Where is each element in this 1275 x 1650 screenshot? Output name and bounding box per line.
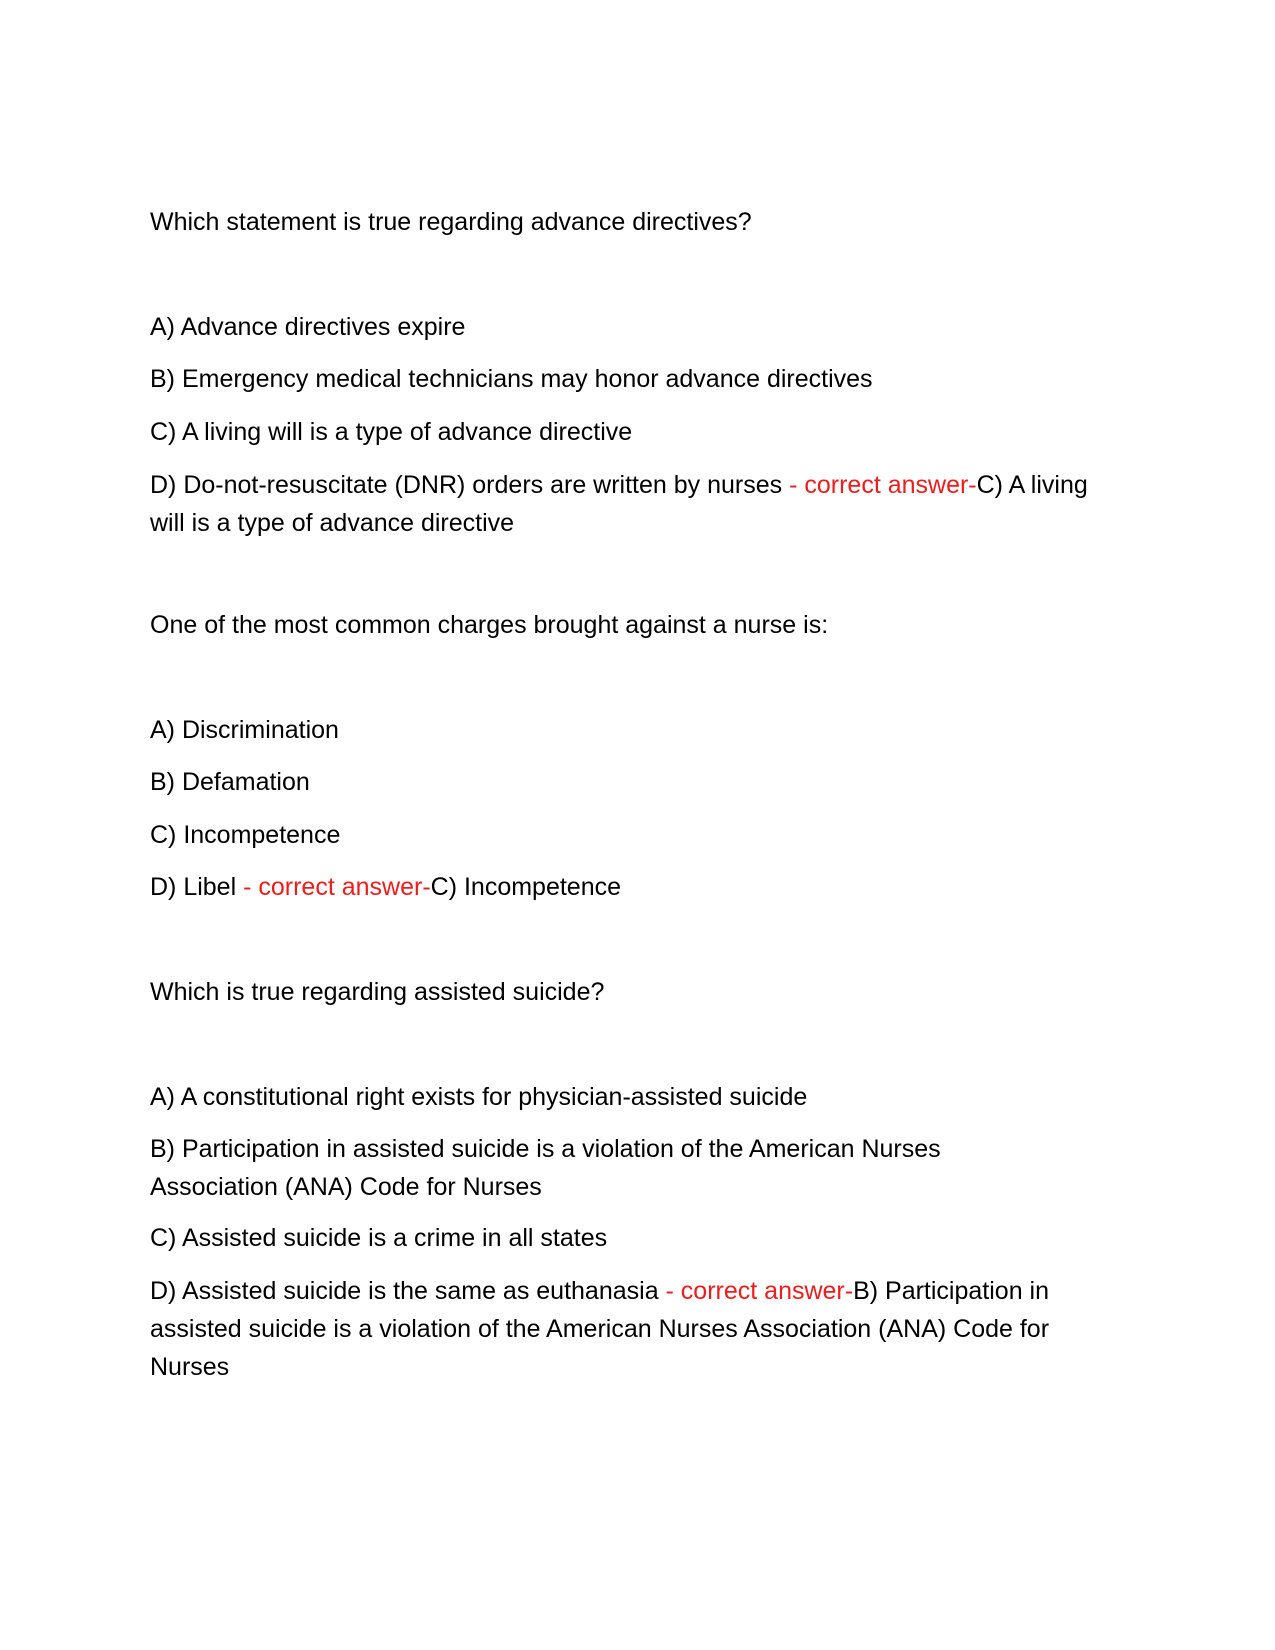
question-1-option-b: B) Emergency medical technicians may honor advance directives	[150, 365, 873, 393]
question-2-answer: C) Incompetence	[430, 873, 622, 901]
question-3-option-d: D) Assisted suicide is the same as euthanasia	[150, 1277, 659, 1305]
question-2-option-c: C) Incompetence	[150, 821, 341, 849]
question-1-answer: C) A living will is a type of advance directive	[150, 471, 1088, 537]
question-3-answer: B) Participation in assisted suicide is a violation of the American Nurses Association (ANA) Code for Nurses	[150, 1277, 1050, 1381]
question-2-option-d-with-answer	[150, 868, 1110, 906]
question-3-option-d-with-answer	[150, 1272, 1110, 1386]
question-2-option-d: D) Libel	[150, 873, 237, 901]
question-2-prompt: One of the most common charges brought against a nurse is:	[150, 611, 829, 639]
question-3-option-b: B) Participation in assisted suicide is a violation of the American Nurses Association (ANA) Code for Nurses	[150, 1135, 941, 1201]
correct-answer-marker: - correct answer-	[658, 1277, 854, 1305]
question-1-option-c: C) A living will is a type of advance directive	[150, 418, 633, 446]
question-2-option-b: B) Defamation	[150, 768, 310, 796]
question-1-option-a: A) Advance directives expire	[150, 313, 466, 341]
question-1-prompt: Which statement is true regarding advance directives?	[150, 208, 752, 236]
question-3-option-a: A) A constitutional right exists for physician-assisted suicide	[150, 1083, 808, 1111]
correct-answer-marker: - correct answer-	[782, 471, 977, 499]
question-1-option-d-with-answer	[150, 466, 1110, 542]
question-2-option-a: A) Discrimination	[150, 716, 339, 744]
question-3-option-c: C) Assisted suicide is a crime in all states	[150, 1224, 608, 1252]
question-1-option-d: D) Do-not-resuscitate (DNR) orders are written by nurses	[150, 471, 783, 499]
correct-answer-marker: - correct answer-	[236, 873, 431, 901]
question-3-prompt: Which is true regarding assisted suicide?	[150, 978, 605, 1006]
